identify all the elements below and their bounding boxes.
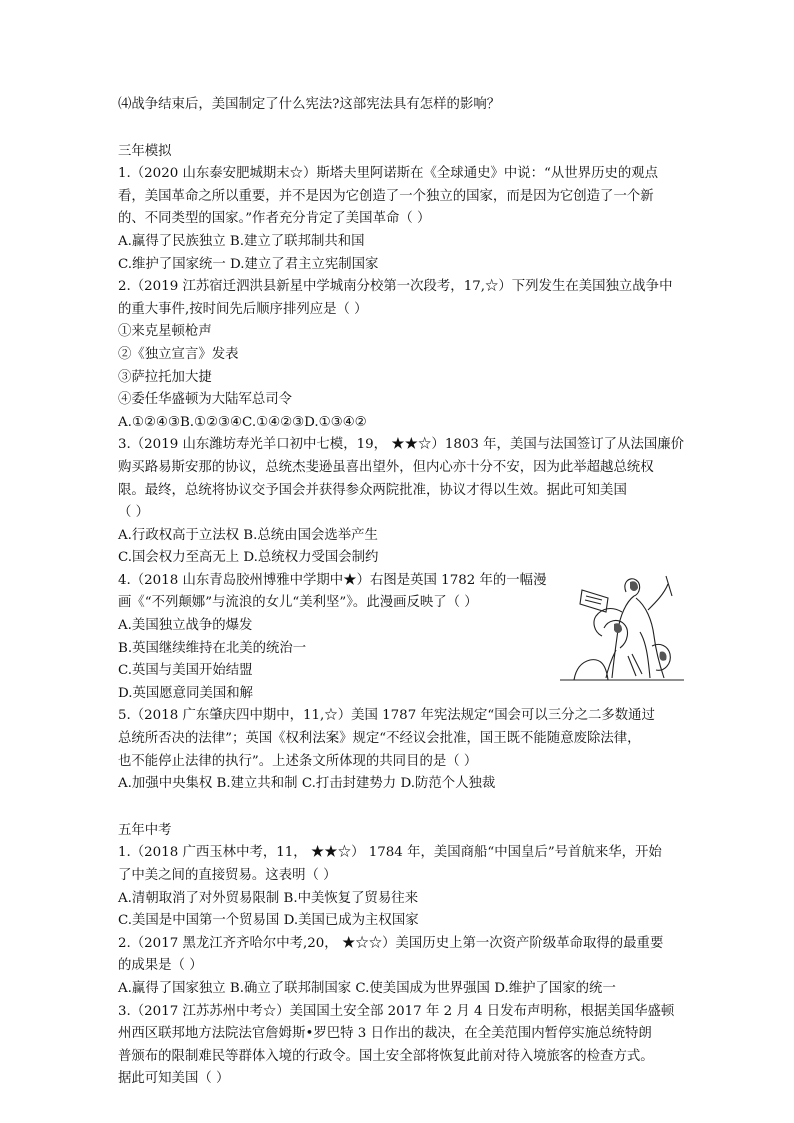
q1-stem-line: 看，美国革命之所以重要，并不是因为它创造了一个独立的国家，而是因为它创造了一个新 — [118, 188, 654, 204]
z1-options: C.美国是中国第一个贸易国 D.美国已成为主权国家 — [118, 913, 419, 929]
section-heading-three-year: 三年模拟 — [118, 143, 172, 159]
q3-options: A.行政权高于立法权 B.总统由国会选举产生 — [118, 527, 378, 543]
q5-stem-line: 总统所否决的法律”；英国《权利法案》规定“不经议会批准，国王既不能随意废除法律， — [118, 731, 641, 747]
z1-stem-line: 1.（2018 广西玉林中考，11， ★★☆） 1784 年，美国商船“中国皇后”号首航来华，开始 — [118, 845, 662, 861]
z3-stem-line: 州西区联邦地方法院法官詹姆斯•罗巴特 3 日作出的裁决，在全美范围内暂停实施总统特朗 — [118, 1026, 652, 1042]
q4-option: D.英国愿意同美国和解 — [118, 685, 254, 701]
z1-stem-line: 了中美之间的直接贸易。这表明（ ） — [118, 868, 337, 883]
z3-stem-line: 3.（2017 江苏苏州中考☆）美国国土安全部 2017 年 2 月 4 日发布声明称，根据美国华盛顿 — [118, 1003, 675, 1019]
q2-event: ①来克星顿枪声 — [118, 324, 212, 340]
z2-options: A.赢得了国家独立 B.确立了联邦制国家 C.使美国成为世界强国 D.维护了国家的统一 — [118, 980, 616, 996]
q5-stem-line: 5.（2018 广东肇庆四中期中，11,☆）美国 1787 年宪法规定“国会可以三分之二多数通过 — [118, 708, 655, 724]
z3-stem-line: 据此可知美国（ ） — [118, 1071, 230, 1087]
q2-stem-line: 的重大事件,按时间先后顺序排列应是（ ） — [118, 301, 368, 317]
q1-stem-line: 的、不同类型的国家。”作者充分肯定了美国革命（ ） — [118, 211, 431, 227]
q4-stem-line: 4.（2018 山东青岛胶州博雅中学期中★）右图是英国 1782 年的一幅漫 — [118, 572, 547, 588]
q4-option: B.英国继续维持在北美的统治一 — [118, 640, 307, 656]
z1-options: A.清朝取消了对外贸易限制 B.中美恢复了贸易往来 — [118, 890, 419, 906]
q4-option: A.美国独立战争的爆发 — [118, 618, 253, 634]
z2-stem-line: 2.（2017 黑龙江齐齐哈尔中考,20， ★☆☆）美国历史上第一次资产阶级革命取得的最重要 — [118, 935, 664, 951]
q3-stem-line: 购买路易斯安那的协议，总统杰斐逊虽喜出望外，但内心亦十分不安，因为此举超越总统权 — [118, 459, 654, 475]
q2-event: ④委任华盛顿为大陆军总司令 — [118, 392, 293, 408]
q1-options: C.维护了国家统一 D.建立了君主立宪制国家 — [118, 256, 379, 272]
q4-option: C.英国与美国开始结盟 — [118, 663, 253, 679]
q1-stem-line: 1.（2020 山东泰安肥城期末☆）斯塔夫里阿诺斯在《全球通史》中说：“从世界历史的观点 — [118, 166, 659, 182]
z3-stem-line: 普颁布的限制难民等群体入境的行政令。国土安全部将恢复此前对待入境旅客的检查方式。 — [118, 1048, 654, 1064]
z2-stem-line: 的成果是（ ） — [118, 958, 203, 974]
q4-block — [118, 570, 688, 706]
q2-stem-line: 2.（2019 江苏宿迁泗洪县新星中学城南分校第一次段考，17,☆）下列发生在美国独立战争中 — [118, 279, 673, 295]
q3-stem-line: 3.（2019 山东潍坊寿光羊口初中七模，19， ★★☆）1803 年，美国与法国签订了从法国廉价 — [118, 437, 685, 453]
q2-event: ③萨拉托加大捷 — [118, 369, 212, 385]
question-4-sub: ⑷战争结束后，美国制定了什么宪法?这部宪法具有怎样的影响？ — [118, 97, 501, 112]
q5-stem-line: 也不能停止法律的执行”。上述条文所体现的共同目的是（ ） — [118, 753, 478, 769]
q2-event: ②《独立宣言》发表 — [118, 346, 239, 362]
q1-options: A.赢得了民族独立 B.建立了联邦制共和国 — [118, 233, 365, 249]
q3-stem-line: 限。最终，总统将协议交予国会并获得参众两院批准，协议才得以生效。据此可知美国 — [118, 482, 627, 498]
cartoon-illustration — [556, 572, 688, 684]
exam-content — [118, 94, 688, 1091]
q3-stem-line: （ ） — [118, 505, 150, 521]
q3-options: C.国会权力至高无上 D.总统权力受国会制约 — [118, 550, 379, 566]
q2-options: A.①②④③B.①②③④C.①④②③D.①③④② — [118, 414, 367, 430]
section-heading-five-year: 五年中考 — [118, 822, 172, 838]
q5-options: A.加强中央集权 B.建立共和制 C.打击封建势力 D.防范个人独裁 — [118, 776, 496, 792]
q4-stem-line: 画《“不列颠娜”与流浪的女儿“美利坚”》。此漫画反映了（ ） — [118, 595, 478, 611]
